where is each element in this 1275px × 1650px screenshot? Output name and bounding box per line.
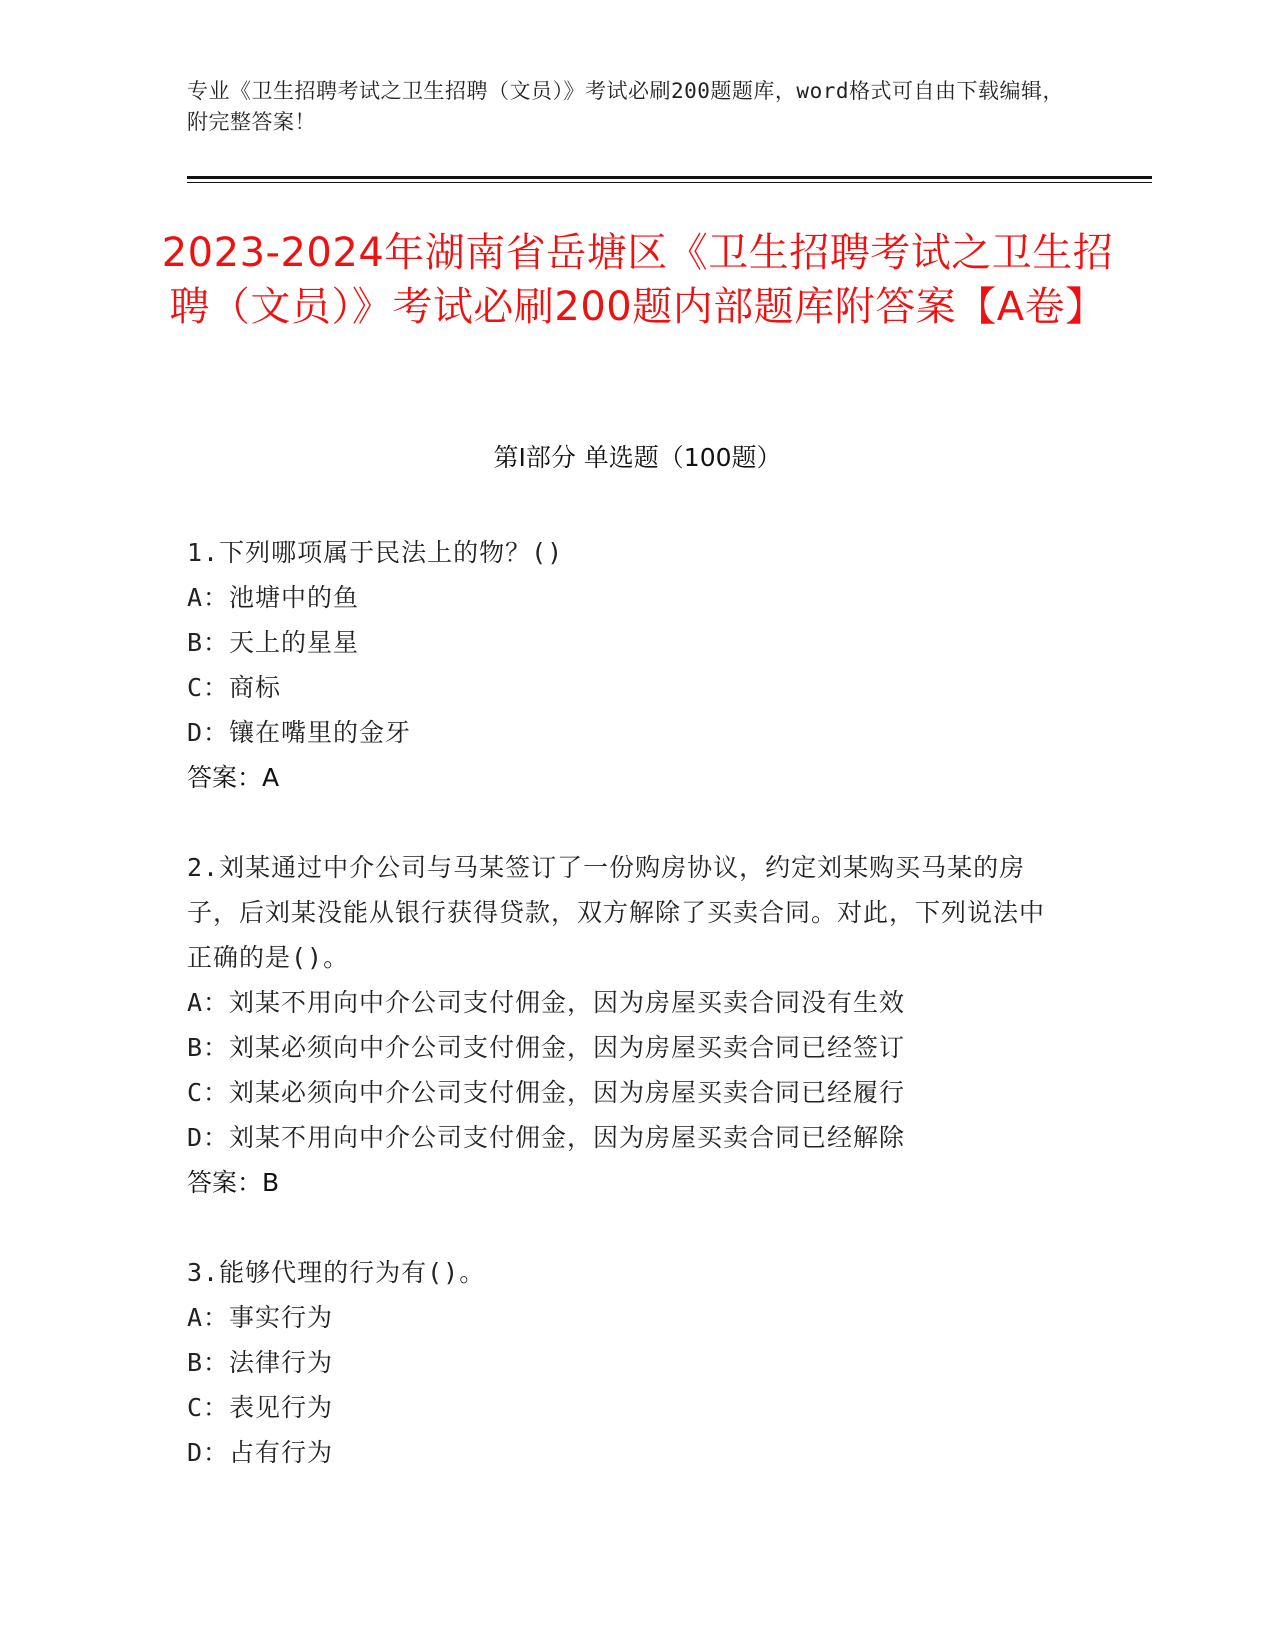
option-a: A：刘某不用向中介公司支付佣金，因为房屋买卖合同没有生效 — [187, 988, 906, 1017]
question-2 — [187, 845, 1087, 1205]
option-a: A：事实行为 — [187, 1303, 334, 1332]
answer-line: 答案：B — [187, 1168, 280, 1197]
question-spacer — [187, 1205, 1087, 1250]
option-c: C：刘某必须向中介公司支付佣金，因为房屋买卖合同已经履行 — [187, 1078, 906, 1107]
answer-line: 答案：A — [187, 763, 280, 792]
section-heading: 第Ⅰ部分 单选题（100题） — [493, 443, 782, 472]
question-spacer — [187, 800, 1087, 845]
option-d: D：镶在嘴里的金牙 — [187, 718, 412, 747]
question-list — [187, 530, 1087, 1475]
question-stem: 2.刘某通过中介公司与马某签订了一份购房协议，约定刘某购买马某的房子，后刘某没能从银行获得贷款，双方解除了买卖合同。对此，下列说法中正确的是()。 — [187, 853, 1046, 972]
option-b: B：刘某必须向中介公司支付佣金，因为房屋买卖合同已经签订 — [187, 1033, 906, 1062]
document-title: 2023-2024年湖南省岳塘区《卫生招聘考试之卫生招聘（文员）》考试必刷200题内部题库附答案【A卷】 — [161, 230, 1114, 330]
header-divider-thick — [187, 176, 1152, 179]
option-c: C：商标 — [187, 673, 282, 702]
option-a: A：池塘中的鱼 — [187, 583, 360, 612]
header-divider-thin — [187, 182, 1152, 183]
option-d: D：占有行为 — [187, 1438, 334, 1467]
option-d: D：刘某不用向中介公司支付佣金，因为房屋买卖合同已经解除 — [187, 1123, 906, 1152]
question-stem: 1.下列哪项属于民法上的物？() — [187, 538, 564, 567]
question-3 — [187, 1250, 1087, 1475]
option-b: B：天上的星星 — [187, 628, 360, 657]
option-b: B：法律行为 — [187, 1348, 334, 1377]
option-c: C：表见行为 — [187, 1393, 334, 1422]
question-1 — [187, 530, 1087, 800]
header-note: 专业《卫生招聘考试之卫生招聘（文员）》考试必刷200题题库，word格式可自由下载编辑，附完整答案！ — [187, 79, 1064, 134]
question-stem: 3.能够代理的行为有()。 — [187, 1258, 486, 1287]
